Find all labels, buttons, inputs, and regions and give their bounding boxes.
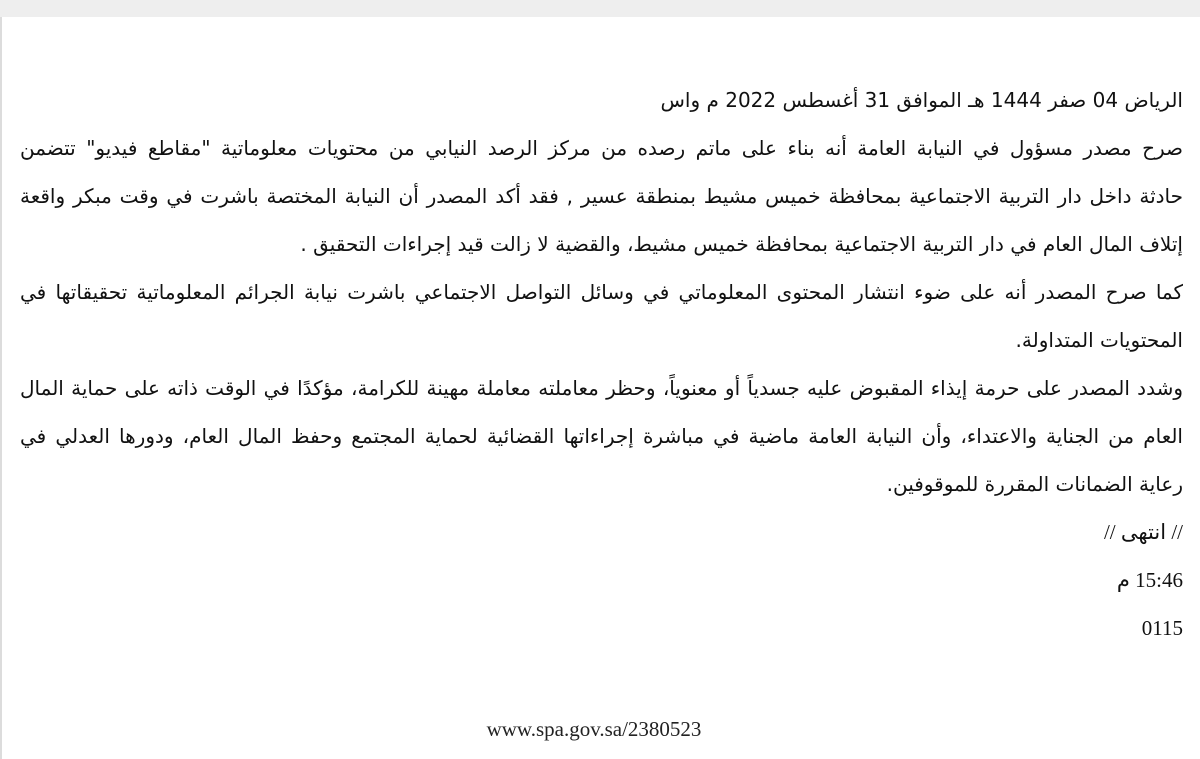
article-paragraph-2 — [20, 271, 1183, 367]
article-dateline: الرياض 04 صفر 1444 هـ الموافق 31 أغسطس 2022 م واس — [660, 88, 1183, 112]
end-marker: // انتهى // — [1103, 520, 1183, 544]
left-border — [0, 17, 2, 759]
paragraph-1-line-2: حادثة داخل دار التربية الاجتماعية بمحافظة خميس مشيط بمنطقة عسير , فقد أكد المصدر أن النيابة المختصة باشرت في وقت مبكر واقعة — [20, 184, 1183, 208]
news-article — [20, 79, 1183, 655]
paragraph-3-line-1: وشدد المصدر على حرمة إيذاء المقبوض عليه جسدياً أو معنوياً، وحظر معاملته معاملة مهينة للكرامة، مؤكدًا في الوقت ذاته على حماية المال — [20, 376, 1183, 400]
article-url-link[interactable]: www.spa.gov.sa/2380523 — [486, 717, 702, 741]
paragraph-2-line-1: كما صرح المصدر أنه على ضوء انتشار المحتوى المعلوماتي في وسائل التواصل الاجتماعي باشرت نيابة الجرائم المعلوماتية تحقيقاتها في — [20, 280, 1183, 304]
paragraph-1-line-3: إتلاف المال العام في دار التربية الاجتماعية بمحافظة خميس مشيط، والقضية لا زالت قيد إجراءات التحقيق . — [300, 232, 1183, 256]
article-code: 0115 — [1141, 616, 1183, 640]
article-paragraph-1 — [20, 127, 1183, 271]
top-band — [0, 0, 1200, 17]
paragraph-1-line-1: صرح مصدر مسؤول في النيابة العامة أنه بناء على ماتم رصده من مركز الرصد النيابي من محتويات معلوماتية "مقاطع فيديو" تتضمن — [20, 136, 1183, 160]
paragraph-3-line-3: رعاية الضمانات المقررة للموقوفين. — [886, 472, 1183, 496]
paragraph-3-line-2: العام من الجناية والاعتداء، وأن النيابة العامة ماضية في مباشرة إجراءاتها القضائية لحماية المجتمع وحفظ المال العام، ودورها العدلي في — [20, 424, 1183, 448]
article-paragraph-3 — [20, 367, 1183, 511]
publish-time: 15:46 م — [1116, 568, 1183, 592]
paragraph-2-line-2: المحتويات المتداولة. — [1015, 328, 1183, 352]
